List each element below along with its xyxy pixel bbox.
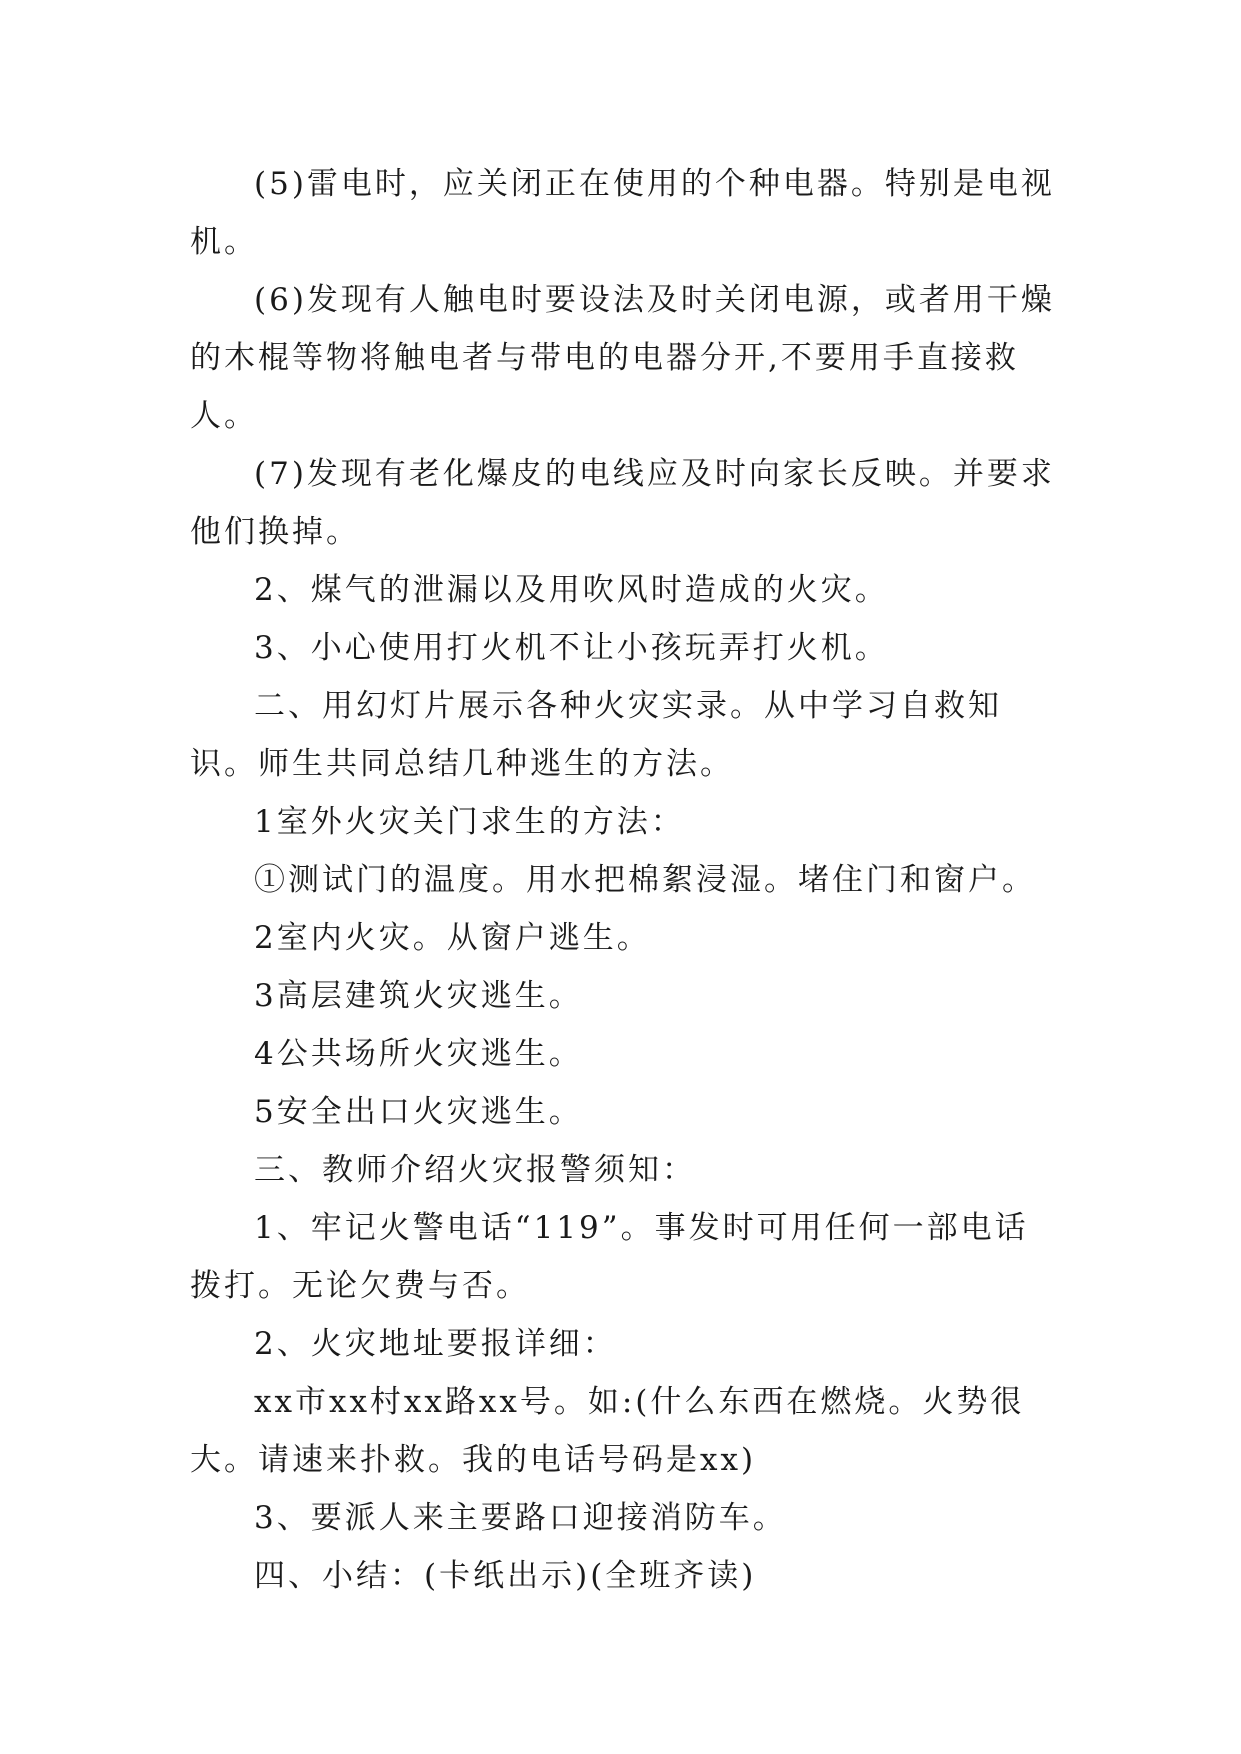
section-heading-2: 二、用幻灯片展示各种火灾实录。从中学习自救知识。师生共同总结几种逃生的方法。 bbox=[190, 688, 1002, 782]
paragraph-gas-leak: 2、煤气的泄漏以及用吹风时造成的火灾。 bbox=[254, 572, 889, 608]
paragraph-item-5: (5)雷电时，应关闭正在使用的个种电器。特别是电视机。 bbox=[190, 166, 1055, 260]
alarm-note-2: 2、火灾地址要报详细： bbox=[254, 1326, 617, 1362]
paragraph-lighter: 3、小心使用打火机不让小孩玩弄打火机。 bbox=[254, 630, 889, 666]
paragraph-item-6: (6)发现有人触电时要设法及时关闭电源，或者用干燥的木棍等物将触电者与带电的电器分开,不要用手直接救人。 bbox=[190, 282, 1055, 434]
escape-method-1-detail: ①测试门的温度。用水把棉絮浸湿。堵住门和窗户。 bbox=[254, 862, 1036, 898]
document-body bbox=[190, 155, 1060, 1605]
alarm-address-example: xx市xx村xx路xx号。如:(什么东西在燃烧。火势很大。请速来扑救。我的电话号码是xx) bbox=[190, 1384, 1025, 1478]
paragraph-item-7: (7)发现有老化爆皮的电线应及时向家长反映。并要求他们换掉。 bbox=[190, 456, 1055, 550]
alarm-note-1: 1、牢记火警电话“119”。事发时可用任何一部电话拨打。无论欠费与否。 bbox=[190, 1210, 1029, 1304]
section-heading-4: 四、小结：(卡纸出示)(全班齐读) bbox=[254, 1558, 757, 1594]
alarm-note-3: 3、要派人来主要路口迎接消防车。 bbox=[254, 1500, 787, 1536]
section-heading-3: 三、教师介绍火灾报警须知： bbox=[254, 1152, 696, 1188]
escape-method-1: 1室外火灾关门求生的方法： bbox=[254, 804, 685, 840]
escape-method-3: 3高层建筑火灾逃生。 bbox=[254, 978, 583, 1014]
escape-method-4: 4公共场所火灾逃生。 bbox=[254, 1036, 583, 1072]
escape-method-5: 5安全出口火灾逃生。 bbox=[254, 1094, 583, 1130]
escape-method-2: 2室内火灾。从窗户逃生。 bbox=[254, 920, 651, 956]
